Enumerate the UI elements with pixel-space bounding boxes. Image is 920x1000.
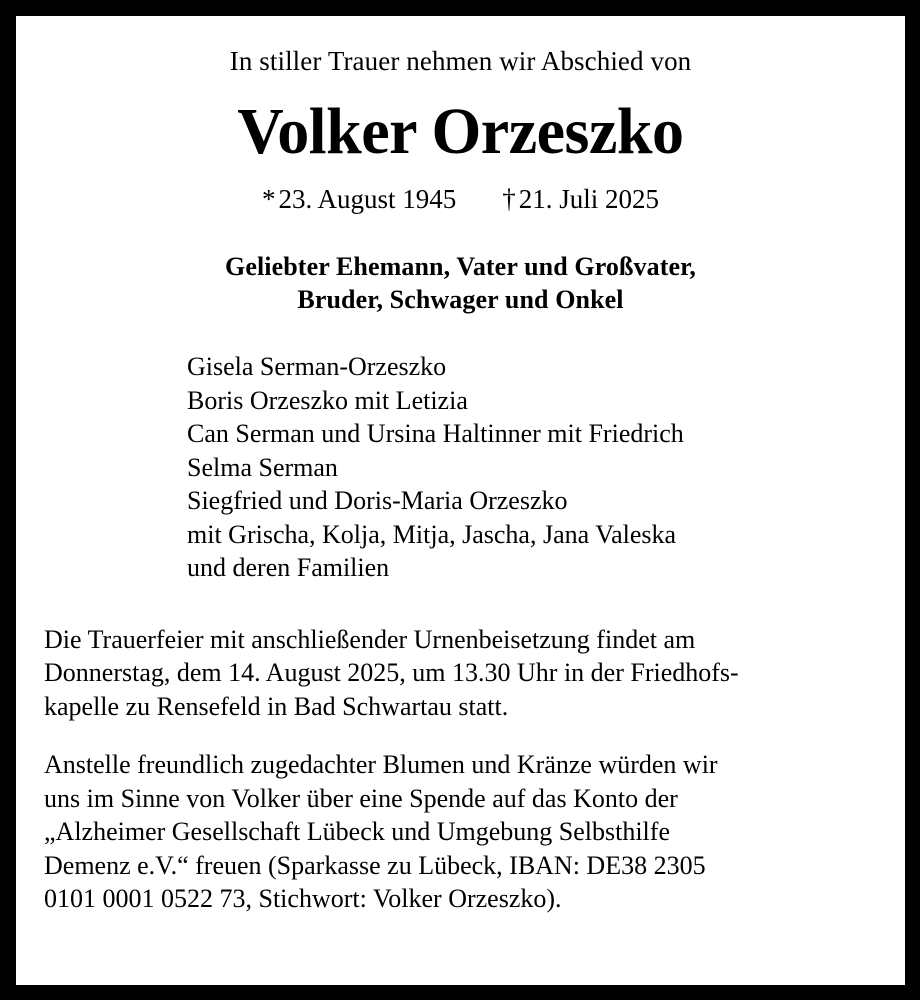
survivors-list: [187, 350, 905, 585]
paragraph-line: „Alzheimer Gesellschaft Lübeck und Umgebung Selbsthilfe: [44, 817, 670, 847]
relationship-line-2: Bruder, Schwager und Onkel: [297, 285, 624, 315]
birth-date: 23. August 1945: [278, 183, 457, 214]
mourning-border-top: [0, 0, 920, 16]
list-item: Can Serman und Ursina Haltinner mit Friedrich: [187, 419, 684, 449]
list-item: mit Grischa, Kolja, Mitja, Jascha, Jana Valeska: [187, 519, 677, 549]
list-item: Selma Serman: [187, 452, 338, 482]
list-item: Boris Orzeszko mit Letizia: [187, 385, 468, 415]
funeral-service-paragraph: [44, 623, 885, 724]
notice-inner-area: [16, 16, 905, 985]
paragraph-line: uns im Sinne von Volker über eine Spende auf das Konto der: [44, 783, 678, 813]
list-item: und deren Familien: [187, 553, 390, 583]
birth-symbol: *: [261, 183, 276, 214]
paragraph-line: Die Trauerfeier mit anschließender Urnenbeisetzung findet am: [44, 624, 696, 654]
life-dates: [16, 185, 905, 215]
paragraph-line: kapelle zu Rensefeld in Bad Schwartau statt.: [44, 691, 509, 721]
list-item: Siegfried und Doris-Maria Orzeszko: [187, 486, 568, 516]
paragraph-line: Donnerstag, dem 14. August 2025, um 13.30 Uhr in der Friedhofs-: [44, 658, 739, 688]
death-symbol: †: [502, 183, 516, 214]
mourning-border-bottom: [0, 985, 920, 1000]
list-item: Gisela Serman-Orzeszko: [187, 352, 447, 382]
paragraph-line: Anstelle freundlich zugedachter Blumen und Kränze würden wir: [44, 750, 718, 780]
mourning-border-right: [905, 0, 920, 1000]
donation-paragraph: [44, 748, 885, 916]
paragraph-line: 0101 0001 0522 73, Stichwort: Volker Orzeszko).: [44, 884, 562, 914]
relationship-heading: [16, 250, 905, 318]
intro-line: In stiller Trauer nehmen wir Abschied von: [229, 46, 692, 76]
notice-body: [44, 623, 885, 916]
deceased-name: Volker Orzeszko: [237, 94, 684, 168]
relationship-line-1: Geliebter Ehemann, Vater und Großvater,: [225, 251, 696, 281]
mourning-border-left: [0, 0, 16, 1000]
notice-content: [16, 16, 905, 985]
death-date: 21. Juli 2025: [518, 183, 660, 214]
paragraph-line: Demenz e.V.“ freuen (Sparkasse zu Lübeck, IBAN: DE38 2305: [44, 850, 706, 880]
